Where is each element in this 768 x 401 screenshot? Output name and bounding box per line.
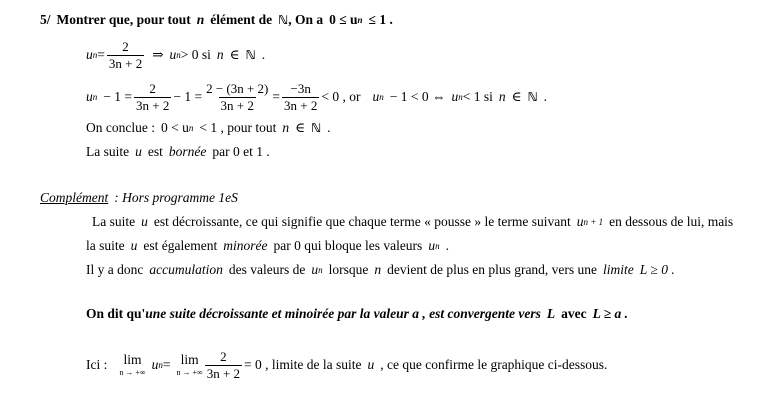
paragraph-2 [86,238,449,254]
limit-line [86,350,607,380]
set-N: ℕ [527,90,538,105]
statement-text: une suite décroissante et minoirée par la valeur a , est convergente vers [145,306,541,321]
frac-den: 3n + 2 [206,365,241,381]
fraction-2 [204,82,270,112]
gt-zero-si: > 0 si [180,47,211,63]
dot: . [543,89,547,105]
u-n-sub: n [318,265,323,275]
var-u: u [141,214,148,229]
lim-under-2: n → +∞ [176,367,203,377]
il-y-a-donc: Il y a donc [86,262,144,277]
heading-text: Montrer que, pour tout [56,12,191,27]
u-n1-sub: n + 1 [583,217,604,227]
lt-zero-or: < 0 , or [321,89,361,105]
fraction-3 [282,82,319,112]
heading-elem: élément de [210,12,273,27]
fraction-2-over-3n2 [107,40,144,70]
decroissante-text: est décroissante, ce qui signifie que chaque terme « pousse » le terme suivant [153,214,571,229]
en-dessous-text: en dessous de lui, mais [609,214,734,229]
var-n: n [498,89,506,105]
u-n-sub: n [92,50,98,61]
fraction-1 [134,82,171,112]
graph-confirm-text: , ce que confirme le graphique ci-dessous. [380,357,608,373]
est: est [147,144,163,159]
heading-set-N: ℕ [278,13,289,27]
ici-label: Ici : [86,357,108,373]
bounded-line [86,144,270,160]
bornee: bornée [168,144,207,159]
frac2-den: 3n + 2 [220,97,254,113]
la-suite: La suite [86,144,130,159]
eq-line-2 [86,82,547,112]
var-u: u [130,238,138,253]
u-n: u [151,357,159,373]
conclusion-line [86,120,331,136]
u-n-2: u [169,47,177,63]
u-n: u [428,238,436,253]
u-n-sub: n [435,241,440,251]
var-u: u [135,144,142,159]
fraction-limit [205,350,242,380]
u-n: u [86,89,93,105]
var-n: n [282,120,290,135]
conclusion-label: On conclue : [86,120,155,135]
frac1-den: 3n + 2 [135,97,170,113]
var-u: u [367,357,375,373]
frac3-den: 3n + 2 [284,97,318,113]
u-n-3-sub: n [379,92,384,103]
u-n: u [86,47,93,63]
heading-on-a: , On a [288,12,324,27]
paragraph-3 [86,262,675,278]
lorsque: lorsque [328,262,369,277]
dot: . [445,238,449,253]
equals: = [272,89,281,105]
avec: avec [561,306,587,321]
u-n1: u [576,214,584,229]
in-symbol: ∈ [511,89,522,105]
heading-number: 5/ [40,12,51,27]
u-n-2-sub: n [176,50,181,61]
la-suite: la suite [86,238,125,253]
in-symbol: ∈ [295,120,306,135]
on-dit-qu: On dit qu' [86,306,146,321]
devient-text: devient de plus en plus grand, vers une [387,262,598,277]
limit-operator-2 [176,353,202,377]
L-geq-0: L ≥ 0 . [639,262,675,277]
frac3-num: −3n [290,81,311,96]
var-L: L [546,306,556,321]
u-n-4: u [451,89,459,105]
lim-text: lim [123,352,142,368]
est-egalement: est également [143,238,218,253]
equals: = [162,357,171,373]
accumulation: accumulation [149,262,223,277]
convergence-statement [86,306,628,322]
frac2-num: 2 − (3n + 2) [206,81,269,96]
frac-num: 2 [220,349,227,364]
iff-clause: − 1 < 0 ⇔ [389,89,446,105]
heading-ineq-sub: n [357,15,363,25]
equals: = [97,47,105,63]
dot: . [327,120,331,135]
var-n: n [216,47,224,63]
dot: . [261,47,266,63]
frac-num: 2 [122,39,129,54]
heading-ineq: 0 ≤ u [329,12,358,27]
lt-one-pour-tout: < 1 , pour tout [199,120,277,135]
lim-under: n → +∞ [119,367,146,377]
par-0-bloque: par 0 qui bloque les valeurs [273,238,423,253]
complement-heading [40,190,238,206]
u-n-4-sub: n [458,92,463,103]
lim-text-2: lim [180,352,199,368]
zero-lt-un: 0 < u [160,120,189,135]
minoree: minorée [223,238,268,253]
complement-subtitle: : Hors programme 1eS [114,190,238,205]
un-sub: n [188,123,194,133]
minus-one-eq: − 1 = [103,89,132,105]
la-suite: La suite [92,214,136,229]
frac-den: 3n + 2 [108,55,143,71]
u-n: u [311,262,319,277]
implies-symbol: ⇒ [152,47,164,63]
eq-zero-limite: = 0 , limite de la suite [244,357,362,373]
par-0-et-1: par 0 et 1 . [212,144,270,159]
u-n-sub: n [92,92,98,103]
L-geq-a: L ≥ a . [592,306,629,321]
set-N: ℕ [245,48,256,63]
set-N: ℕ [311,121,322,135]
in-symbol: ∈ [229,47,240,63]
eq-line-1 [86,40,265,70]
u-n-sub: n [158,360,163,371]
des-valeurs-de: des valeurs de [228,262,306,277]
paragraph-1 [92,214,733,230]
lt-one-si: < 1 si [462,89,493,105]
var-n: n [374,262,382,277]
heading-ineq-end: ≤ 1 . [368,12,393,27]
frac1-num: 2 [149,81,156,96]
complement-title: Complément [40,190,109,205]
minus-one-eq-2: − 1 = [173,89,203,105]
heading-n: n [196,12,205,27]
limite: limite [603,262,634,277]
exercise-heading [40,12,393,28]
limit-operator-1 [119,353,145,377]
u-n-3: u [372,89,380,105]
